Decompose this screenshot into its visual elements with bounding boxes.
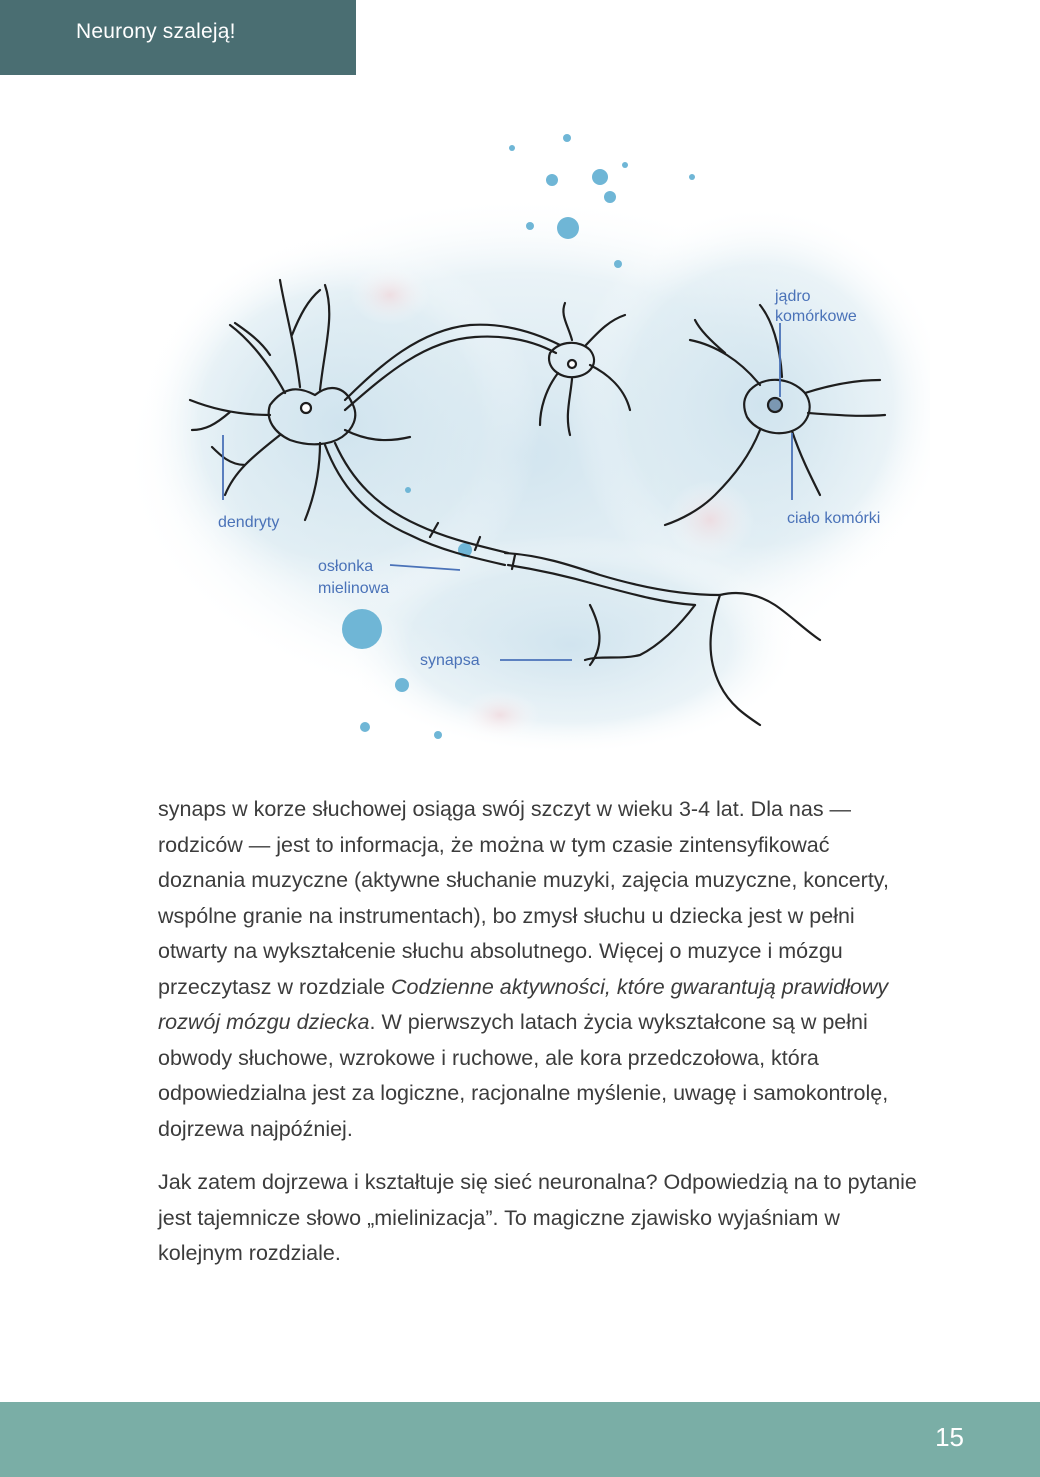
footer-bar [0, 1402, 1040, 1477]
chapter-title: Neurony szaleją! [76, 20, 236, 43]
neuron-illustration [120, 125, 930, 765]
paragraph-2: Jak zatem dojrzewa i kształtuje się sieć neuronalna? Odpowiedzią na to pytanie jest tajemnicze słowo „mielinizacja”. To magiczne zjawisko wyjaśniam w kolejnym rozdziale. [158, 1170, 917, 1265]
paragraph-1: synaps w korze słuchowej osiąga swój szczyt w wieku 3-4 lat. Dla nas — rodziców — jest to informacja, że można w tym czasie zintensyfikować doznania muzyczne (aktywne słuchanie muzyki, zajęcia muzyczne, koncerty, wspólne granie na instrumentach), bo zmysł słuchu u dziecka jest w pełni otwarty na wykształcenie słuchu absolutnego. Więcej o muzyce i mózgu przeczytasz w rozdziale Codzienne aktywności, które gwarantują prawidłowy rozwój mózgu dziecka. W pierwszych latach życia wykształcone są w pełni obwody słuchowe, wzrokowe i ruchowe, ale kora przedczołowa, która odpowiedzialna jest za logiczne, racjonalne myślenie, uwagę i samokontrolę, dojrzewa najpóźniej. [158, 797, 889, 1141]
label-cell-body: ciało komórki [787, 510, 881, 527]
body-text [158, 792, 918, 1272]
page-number: 15 [935, 1422, 964, 1452]
label-myelin-1: osłonka [318, 558, 374, 575]
neuron-diagram [120, 125, 930, 765]
label-dendrites: dendryty [218, 514, 280, 531]
label-myelin-2: mielinowa [318, 580, 390, 597]
chapter-reference: Codzienne aktywności, które gwarantują prawidłowy rozwój mózgu dziecka [158, 974, 889, 1034]
label-nucleus-1: jądro [775, 288, 811, 305]
watercolor-background [120, 195, 930, 755]
chapter-tab [0, 0, 356, 75]
label-nucleus-2: komórkowe [775, 308, 857, 325]
label-synapse: synapsa [420, 652, 480, 669]
